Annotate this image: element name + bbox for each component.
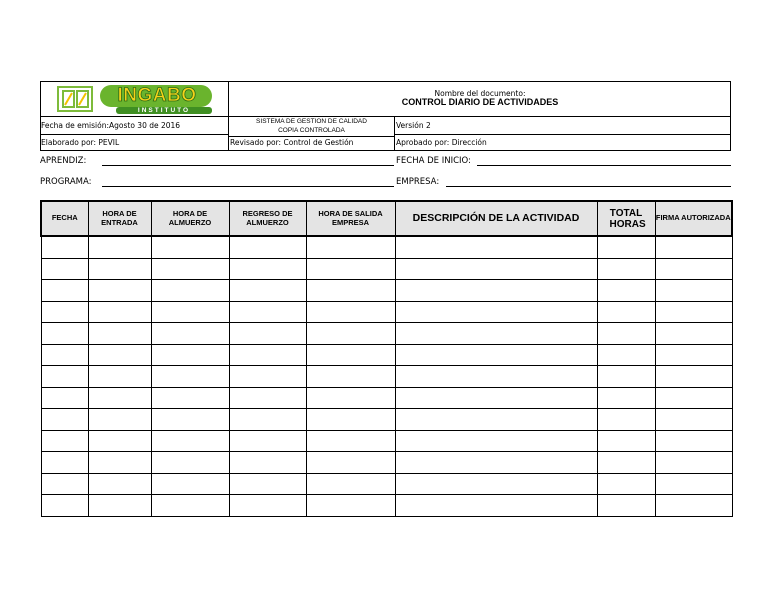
table-cell[interactable] (395, 452, 597, 474)
table-cell[interactable] (655, 344, 732, 366)
table-cell[interactable] (41, 323, 88, 345)
table-row (41, 430, 732, 452)
table-cell[interactable] (395, 280, 597, 302)
table-cell[interactable] (306, 236, 395, 258)
table-cell[interactable] (88, 495, 151, 517)
table-cell[interactable] (41, 236, 88, 258)
table-cell[interactable] (41, 473, 88, 495)
table-header-row (41, 201, 732, 236)
document-title: CONTROL DIARIO DE ACTIVIDADES (401, 97, 559, 107)
table-cell[interactable] (655, 236, 732, 258)
table-cell[interactable] (229, 236, 306, 258)
table-cell[interactable] (306, 301, 395, 323)
fecha-inicio-label: FECHA DE INICIO: (396, 156, 471, 166)
table-cell[interactable] (88, 430, 151, 452)
table-row (41, 366, 732, 388)
table-cell[interactable] (597, 387, 655, 409)
table-cell[interactable] (306, 473, 395, 495)
aprendiz-label: APRENDIZ: (40, 156, 87, 166)
table-cell[interactable] (151, 495, 229, 517)
table-cell[interactable] (597, 344, 655, 366)
table-cell[interactable] (597, 323, 655, 345)
logo (56, 83, 216, 115)
table-cell[interactable] (306, 430, 395, 452)
table-cell[interactable] (395, 301, 597, 323)
table-row (41, 452, 732, 474)
table-cell[interactable] (151, 409, 229, 431)
table-cell[interactable] (229, 323, 306, 345)
reviewed-by: Revisado por: Control de Gestión (230, 138, 354, 147)
document-name-label: Nombre del documento: (434, 89, 526, 98)
table-cell[interactable] (597, 236, 655, 258)
activity-table (40, 200, 733, 517)
table-cell[interactable] (655, 452, 732, 474)
column-header-hora-entrada: HORA DE ENTRADA (88, 201, 151, 236)
table-cell[interactable] (151, 323, 229, 345)
table-cell[interactable] (88, 258, 151, 280)
table-cell[interactable] (229, 387, 306, 409)
table-cell[interactable] (655, 258, 732, 280)
prepared-by: Elaborado por: PEVIL (41, 138, 120, 147)
table-cell[interactable] (88, 473, 151, 495)
table-cell[interactable] (41, 430, 88, 452)
table-cell[interactable] (306, 452, 395, 474)
table-row (41, 258, 732, 280)
table-cell[interactable] (395, 323, 597, 345)
table-row (41, 280, 732, 302)
table-cell[interactable] (306, 344, 395, 366)
table-cell[interactable] (655, 366, 732, 388)
fecha-inicio-field[interactable] (477, 165, 731, 166)
empresa-label: EMPRESA: (396, 177, 440, 187)
table-cell[interactable] (151, 280, 229, 302)
table-cell[interactable] (597, 452, 655, 474)
table-row (41, 473, 732, 495)
table-cell[interactable] (395, 236, 597, 258)
column-header-fecha: FECHA (41, 201, 88, 236)
table-cell[interactable] (88, 236, 151, 258)
table-cell[interactable] (597, 409, 655, 431)
table-cell[interactable] (655, 430, 732, 452)
table-cell[interactable] (597, 495, 655, 517)
issue-date: Fecha de emisión:Agosto 30 de 2016 (41, 121, 181, 130)
table-cell[interactable] (229, 409, 306, 431)
table-cell[interactable] (655, 280, 732, 302)
table-cell[interactable] (655, 301, 732, 323)
table-row (41, 409, 732, 431)
column-header-hora-almuerzo: HORA DE ALMUERZO (151, 201, 229, 236)
empresa-field[interactable] (446, 186, 731, 187)
table-cell[interactable] (41, 409, 88, 431)
table-cell[interactable] (88, 387, 151, 409)
column-header-hora-salida: HORA DE SALIDA EMPRESA (306, 201, 395, 236)
table-cell[interactable] (395, 387, 597, 409)
table-cell[interactable] (306, 495, 395, 517)
quality-system-line1: SISTEMA DE GESTION DE CALIDAD (256, 118, 367, 125)
table-cell[interactable] (41, 344, 88, 366)
table-cell[interactable] (88, 280, 151, 302)
table-row (41, 323, 732, 345)
table-cell[interactable] (655, 495, 732, 517)
table-cell[interactable] (151, 452, 229, 474)
table-cell[interactable] (655, 409, 732, 431)
table-cell[interactable] (229, 258, 306, 280)
table-cell[interactable] (597, 473, 655, 495)
table-cell[interactable] (41, 280, 88, 302)
table-cell[interactable] (151, 301, 229, 323)
table-cell[interactable] (395, 473, 597, 495)
column-header-firma: FIRMA AUTORIZADA (655, 201, 732, 236)
version: Versión 2 (396, 121, 431, 130)
table-cell[interactable] (597, 258, 655, 280)
table-cell[interactable] (88, 366, 151, 388)
table-cell[interactable] (41, 452, 88, 474)
column-header-regreso-almuerzo: REGRESO DE ALMUERZO (229, 201, 306, 236)
table-row (41, 236, 732, 258)
table-cell[interactable] (229, 495, 306, 517)
table-row (41, 495, 732, 517)
table-cell[interactable] (229, 301, 306, 323)
table-cell[interactable] (151, 258, 229, 280)
table-cell[interactable] (395, 344, 597, 366)
table-cell[interactable] (229, 473, 306, 495)
table-cell[interactable] (151, 366, 229, 388)
table-cell[interactable] (88, 323, 151, 345)
table-cell[interactable] (88, 409, 151, 431)
table-cell[interactable] (395, 366, 597, 388)
table-cell[interactable] (597, 301, 655, 323)
table-cell[interactable] (229, 280, 306, 302)
quality-system-line2: COPIA CONTROLADA (278, 127, 345, 134)
aprendiz-field[interactable] (102, 165, 394, 166)
table-cell[interactable] (395, 495, 597, 517)
table-cell[interactable] (151, 473, 229, 495)
table-cell[interactable] (41, 301, 88, 323)
divider (228, 136, 394, 137)
table-cell[interactable] (306, 366, 395, 388)
logo-brand: INGABO (117, 85, 197, 106)
table-cell[interactable] (229, 366, 306, 388)
table-cell[interactable] (395, 409, 597, 431)
table-cell[interactable] (151, 344, 229, 366)
table-cell[interactable] (151, 387, 229, 409)
programa-label: PROGRAMA: (40, 177, 92, 187)
column-header-total-horas: TOTAL HORAS (597, 201, 655, 236)
table-cell[interactable] (88, 452, 151, 474)
table-cell[interactable] (597, 280, 655, 302)
table-cell[interactable] (151, 430, 229, 452)
table-cell[interactable] (306, 387, 395, 409)
table-row (41, 344, 732, 366)
table-cell[interactable] (151, 236, 229, 258)
table-cell[interactable] (41, 387, 88, 409)
table-cell[interactable] (41, 495, 88, 517)
table-row (41, 301, 732, 323)
table-cell[interactable] (88, 344, 151, 366)
table-cell[interactable] (229, 452, 306, 474)
table-cell[interactable] (655, 323, 732, 345)
column-header-descripcion: DESCRIPCIÓN DE LA ACTIVIDAD (395, 201, 597, 236)
table-cell[interactable] (306, 280, 395, 302)
approved-by: Aprobado por: Dirección (396, 138, 487, 147)
table-cell[interactable] (395, 258, 597, 280)
divider (394, 134, 731, 135)
table-row (41, 387, 732, 409)
programa-field[interactable] (102, 186, 394, 187)
table-cell[interactable] (395, 430, 597, 452)
table-cell[interactable] (229, 344, 306, 366)
table-cell[interactable] (41, 258, 88, 280)
divider (40, 134, 228, 135)
table-cell[interactable] (41, 366, 88, 388)
table-cell[interactable] (655, 387, 732, 409)
table-cell[interactable] (597, 366, 655, 388)
table-cell[interactable] (306, 258, 395, 280)
table-cell[interactable] (597, 430, 655, 452)
table-cell[interactable] (88, 301, 151, 323)
logo-tagline: INSTITUTO (137, 107, 191, 114)
table-cell[interactable] (306, 323, 395, 345)
table-cell[interactable] (306, 409, 395, 431)
table-cell[interactable] (655, 473, 732, 495)
table-cell[interactable] (229, 430, 306, 452)
